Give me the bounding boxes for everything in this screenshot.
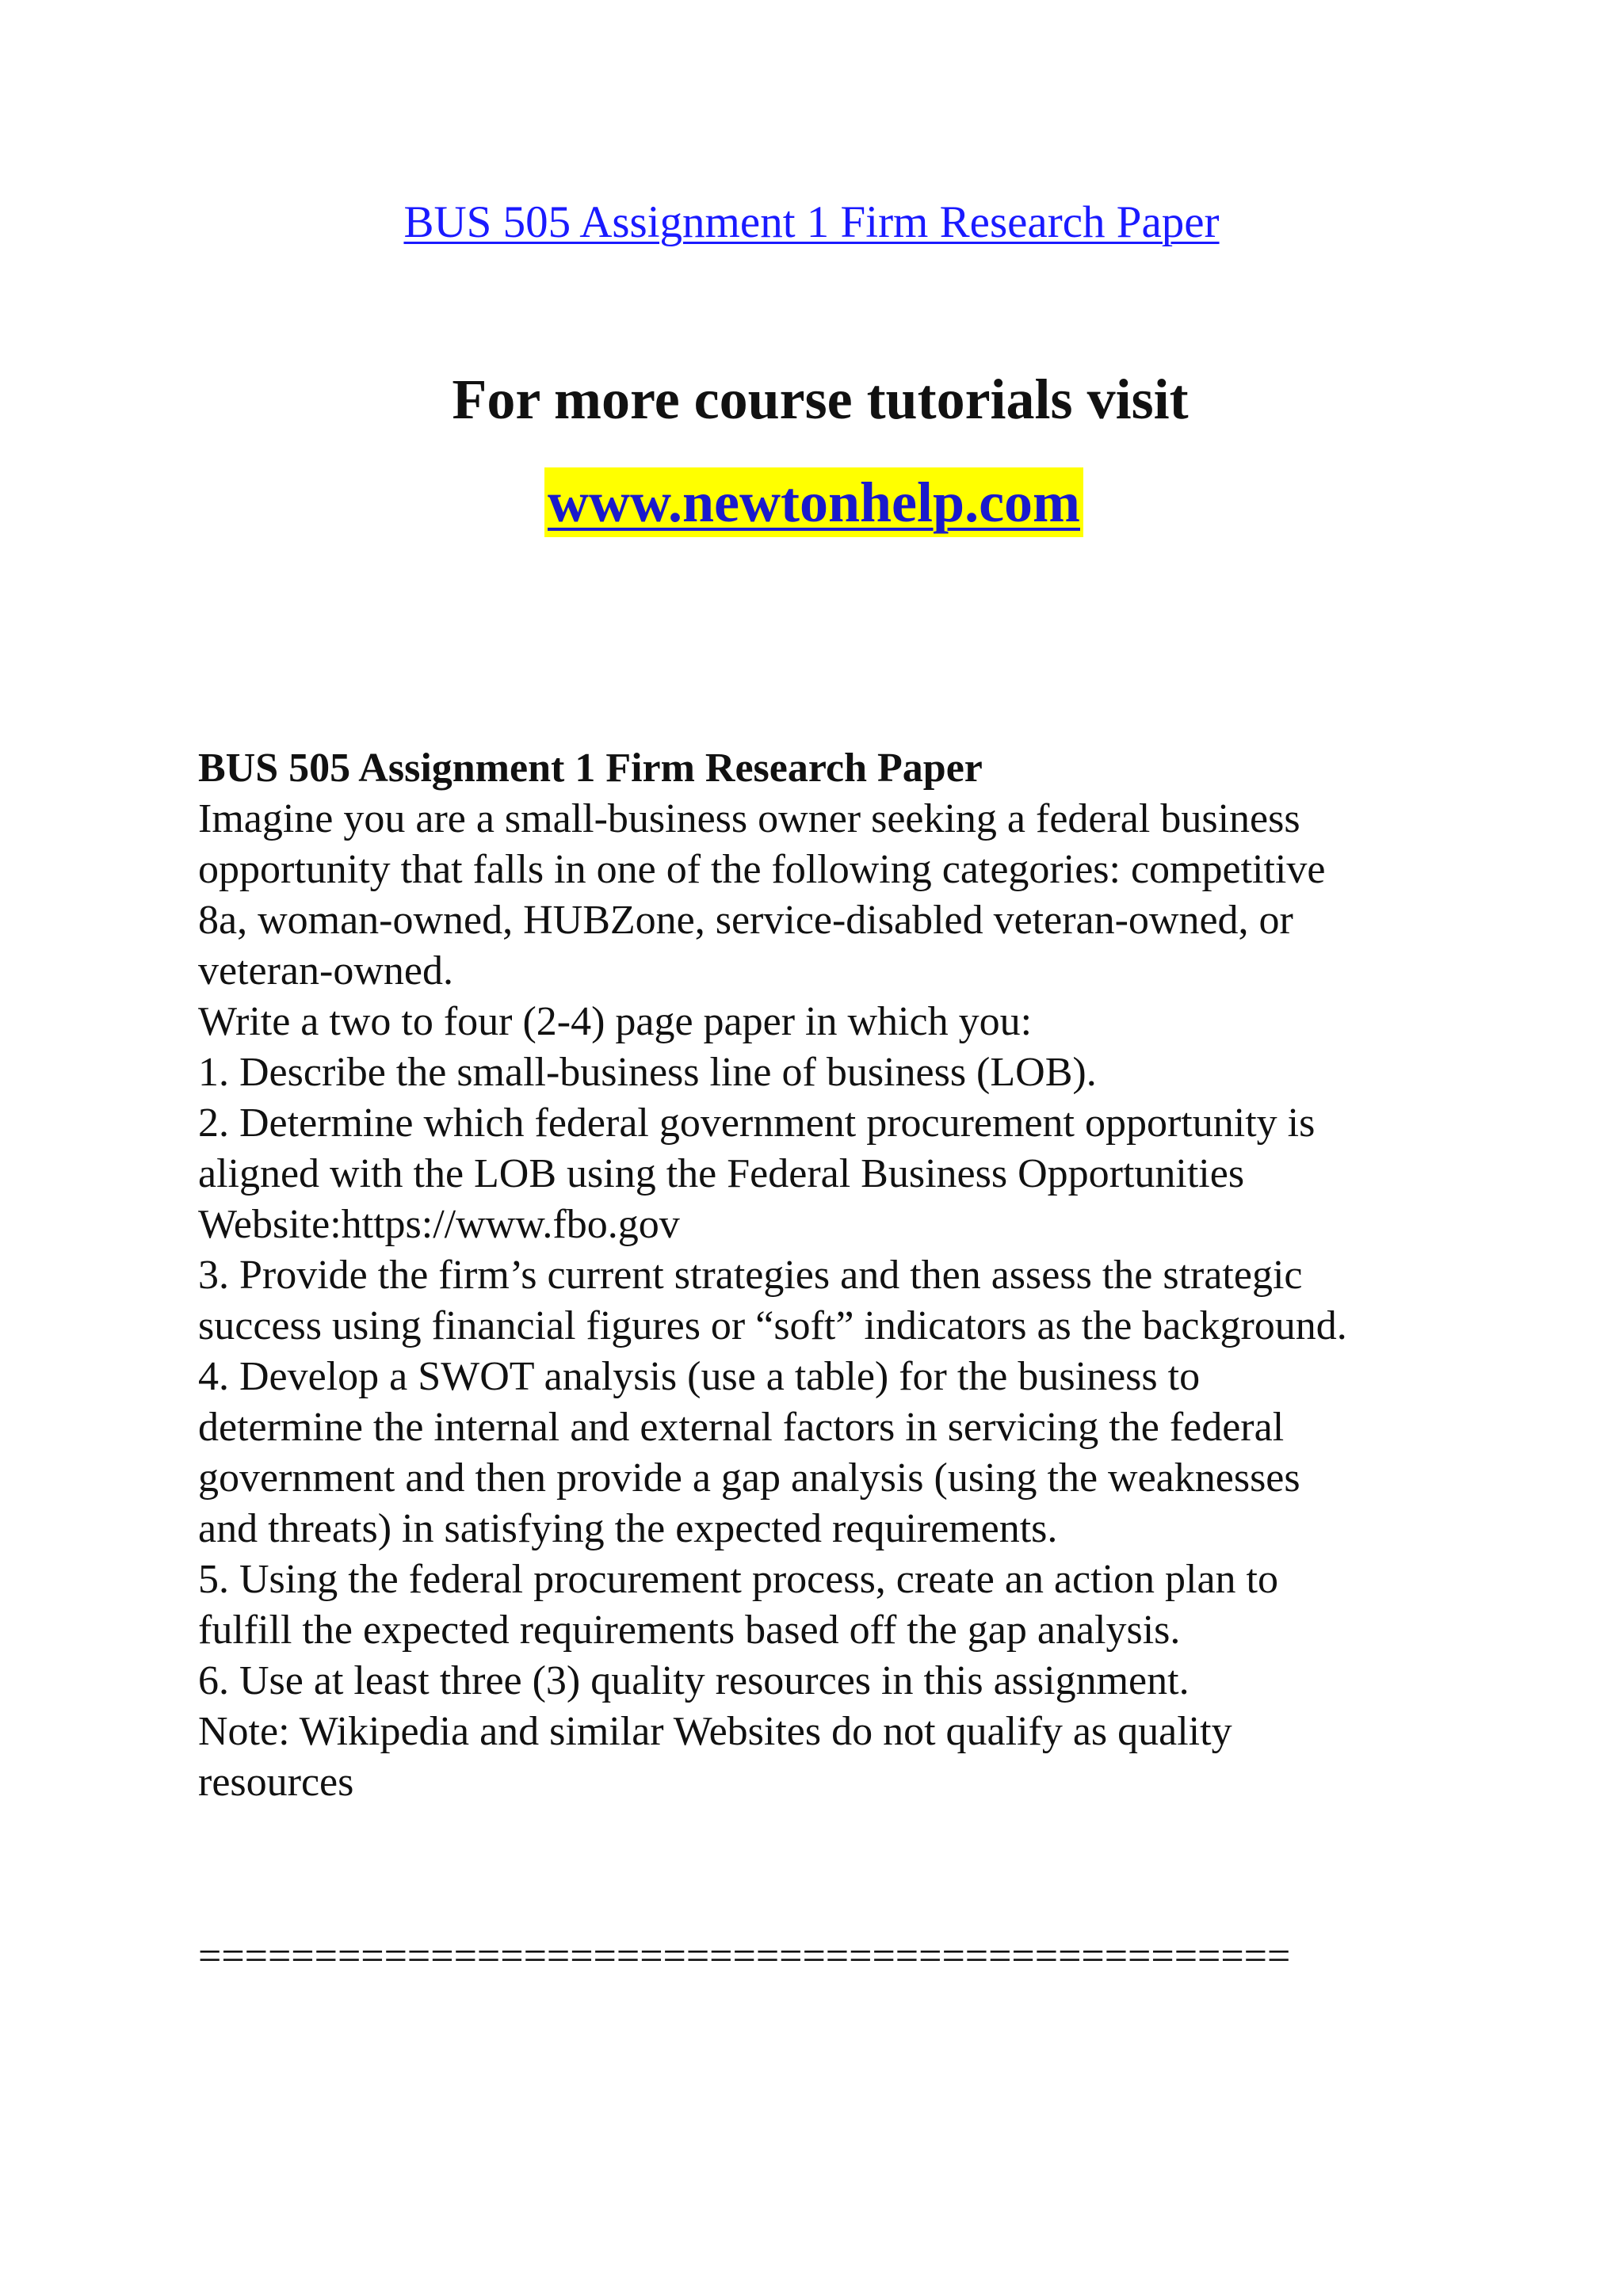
- body-line: Website:https://www.fbo.gov: [198, 1202, 680, 1247]
- promo-site-link[interactable]: www.newtonhelp.com: [544, 467, 1083, 537]
- document-heading: BUS 505 Assignment 1 Firm Research Paper: [198, 746, 983, 791]
- title-link[interactable]: BUS 505 Assignment 1 Firm Research Paper: [403, 197, 1220, 247]
- body-line: success using financial figures or “soft” indicators as the background.: [198, 1303, 1347, 1348]
- body-line: fulfill the expected requirements based off the gap analysis.: [198, 1608, 1181, 1653]
- body-line: and threats) in satisfying the expected requirements.: [198, 1506, 1058, 1551]
- body-line: 6. Use at least three (3) quality resources in this assignment.: [198, 1658, 1190, 1703]
- body-line: Note: Wikipedia and similar Websites do not qualify as quality: [198, 1709, 1232, 1754]
- body-line: veteran-owned.: [198, 948, 453, 994]
- promo-site-container: [0, 467, 1623, 537]
- body-line: 4. Develop a SWOT analysis (use a table) for the business to: [198, 1354, 1201, 1399]
- body-line: determine the internal and external factors in servicing the federal: [198, 1405, 1285, 1450]
- body-line: government and then provide a gap analysis (using the weaknesses: [198, 1455, 1300, 1501]
- body-line: 1. Describe the small-business line of business (LOB).: [198, 1050, 1097, 1095]
- body-line: 3. Provide the firm’s current strategies and then assess the strategic: [198, 1253, 1303, 1298]
- body-line: resources: [198, 1760, 354, 1805]
- separator-line: ===============================================: [198, 1934, 1291, 1979]
- body-line: opportunity that falls in one of the following categories: competitive: [198, 847, 1326, 892]
- body-line: Imagine you are a small-business owner seeking a federal business: [198, 796, 1300, 841]
- body-line: Write a two to four (2-4) page paper in which you:: [198, 999, 1033, 1044]
- body-line: aligned with the LOB using the Federal Business Opportunities: [198, 1151, 1245, 1196]
- body-line: 2. Determine which federal government procurement opportunity is: [198, 1100, 1316, 1146]
- body-line: 5. Using the federal procurement process, create an action plan to: [198, 1557, 1278, 1602]
- document-body: [198, 743, 1498, 1808]
- promo-heading: For more course tutorials visit: [452, 368, 1189, 431]
- body-line: 8a, woman-owned, HUBZone, service-disabled veteran-owned, or: [198, 898, 1293, 943]
